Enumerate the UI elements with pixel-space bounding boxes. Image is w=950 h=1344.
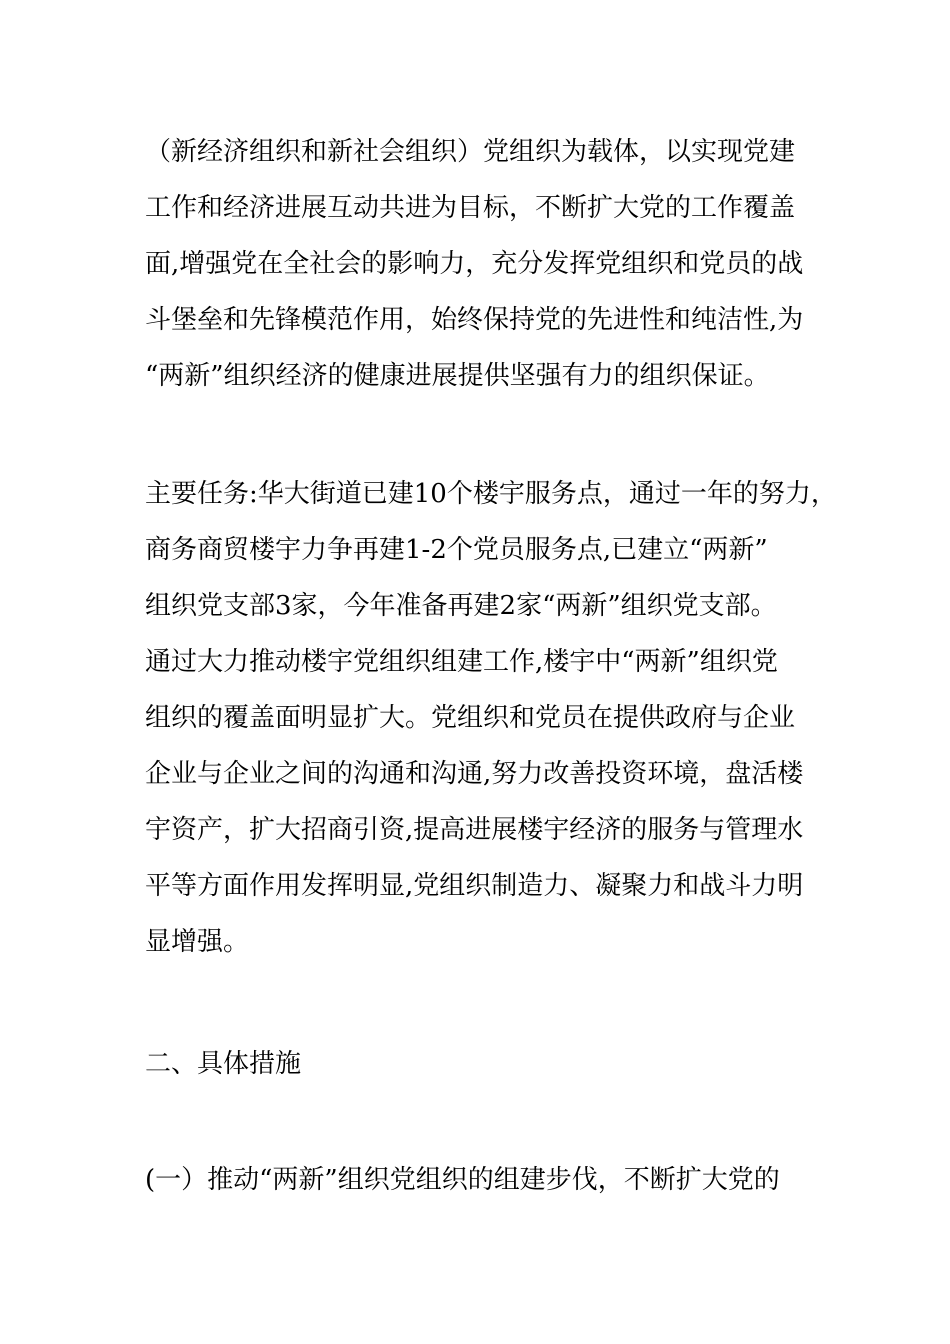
paragraph-2-line-2: 商务商贸楼宇力争再建1-2个党员服务点,已建立“两新”	[145, 535, 768, 565]
paragraph-3-line-1: (一）推动“两新”组织党组织的组建步伐，不断扩大党的	[145, 1165, 780, 1195]
paragraph-2-line-5: 组织的覆盖面明显扩大。党组织和党员在提供政府与企业	[145, 703, 796, 733]
paragraph-2-line-6: 企业与企业之间的沟通和沟通,努力改善投资环境，盘活楼	[145, 759, 804, 789]
paragraph-1-line-4: 斗堡垒和先锋模范作用，始终保持党的先进性和纯洁性,为	[145, 305, 804, 335]
paragraph-2-line-1: 主要任务:华大街道已建10个楼宇服务点，通过一年的努力，	[145, 479, 837, 509]
paragraph-2-line-7: 宇资产，扩大招商引资,提高进展楼宇经济的服务与管理水	[145, 815, 804, 845]
paragraph-1-line-5: “两新”组织经济的健康进展提供坚强有力的组织保证。	[145, 361, 770, 391]
paragraph-1-line-3: 面,增强党在全社会的影响力，充分发挥党组织和党员的战	[145, 249, 804, 279]
paragraph-2-line-3: 组织党支部3家，今年准备再建2家“两新”组织党支部。	[145, 591, 777, 621]
section-heading: 二、具体措施	[145, 1049, 302, 1079]
paragraph-2-line-4: 通过大力推动楼宇党组织组建工作,楼宇中“两新”组织党	[145, 647, 778, 677]
paragraph-1-line-2: 工作和经济进展互动共进为目标，不断扩大党的工作覆盖	[145, 193, 796, 223]
paragraph-2-line-8: 平等方面作用发挥明显,党组织制造力、凝聚力和战斗力明	[145, 871, 804, 901]
paragraph-2-line-9: 显增强。	[145, 927, 250, 957]
paragraph-1-line-1: （新经济组织和新社会组织）党组织为载体，以实现党建	[145, 137, 796, 167]
